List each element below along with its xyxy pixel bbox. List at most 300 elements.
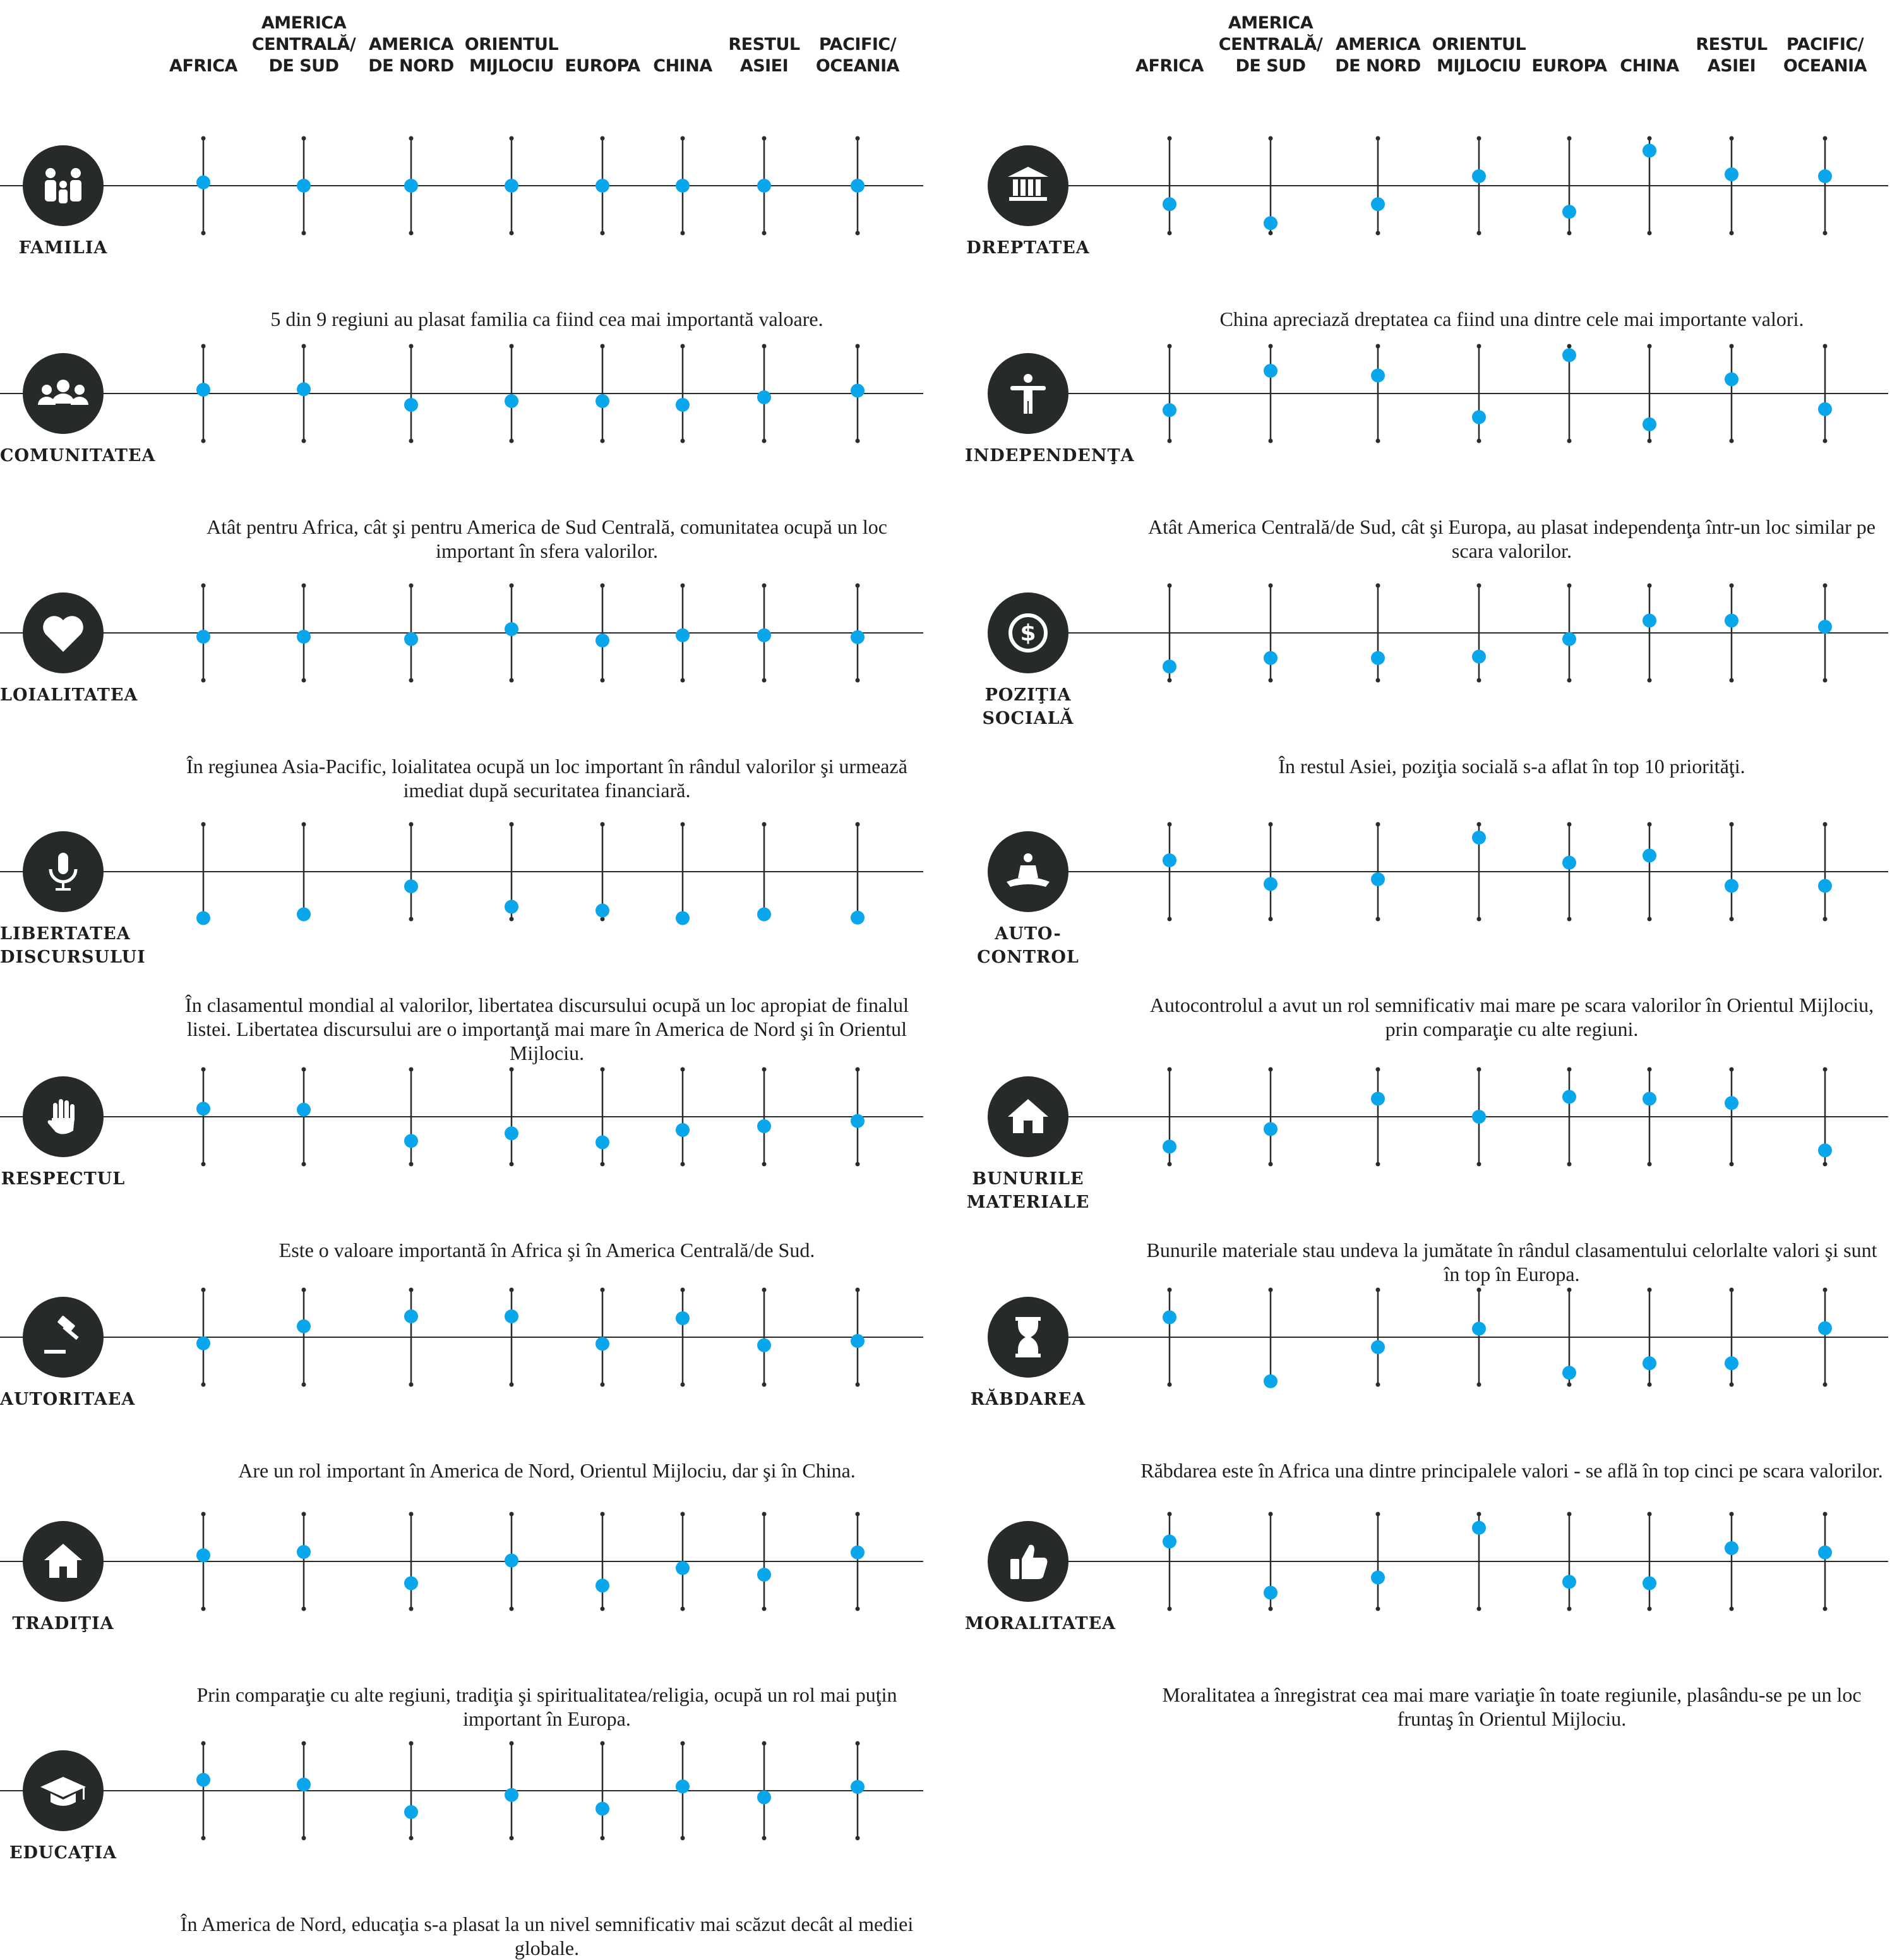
value-dot: [851, 1546, 865, 1560]
value-dot: [757, 179, 771, 193]
region-header-line: MIJLOCIU: [469, 56, 554, 76]
value-dot: [1163, 403, 1176, 417]
scale-end-tick: [1376, 1288, 1380, 1292]
scale-end-tick: [856, 1607, 860, 1611]
scale-end-tick: [302, 1288, 306, 1292]
scale-end-tick: [601, 822, 605, 827]
value-dot: [1643, 1577, 1656, 1590]
value-dot: [297, 179, 311, 193]
scale-end-tick: [1567, 439, 1572, 443]
value-caption: În restul Asiei, poziţia socială s-a aflat în top 10 priorităţi.: [1278, 755, 1745, 778]
region-header-line: ASIEI: [739, 56, 789, 76]
scale-end-tick: [1823, 231, 1828, 236]
value-label: [965, 1388, 1091, 1411]
value-caption: Are un rol important în America de Nord, Orientul Mijlociu, dar şi în China.: [238, 1459, 856, 1482]
value-dot: [1725, 373, 1738, 387]
value-dot: [1371, 369, 1385, 383]
value-caption: Atât America Centrală/de Sud, cât şi Europa, au plasat independenţa într-un loc similar pe scara valorilor.: [1148, 515, 1876, 562]
region-header: [1217, 13, 1324, 77]
scale-end-tick: [681, 1836, 685, 1841]
scale-end-tick: [762, 1383, 767, 1387]
scale-end-tick: [302, 136, 306, 141]
region-header: [357, 34, 465, 77]
scale-end-tick: [856, 231, 860, 236]
value-label: [0, 1612, 126, 1635]
value-dot: [676, 628, 690, 642]
scale-end-tick: [1168, 1383, 1172, 1387]
value-label-line: AUTORITAEA: [0, 1390, 136, 1409]
value-dot: [1163, 1311, 1176, 1325]
value-dot: [1725, 614, 1738, 628]
scale-end-tick: [1269, 1607, 1273, 1611]
region-header-line: AMERICA: [1335, 35, 1421, 54]
value-dot: [505, 1554, 518, 1568]
value-dot: [1264, 216, 1278, 230]
region-header-line: CHINA: [1620, 56, 1679, 76]
value-caption: Bunurile materiale stau undeva la jumătate în rândul clasamentului celorlalte valori şi sunt în top în Europa.: [1146, 1239, 1877, 1285]
value-dot: [505, 1126, 518, 1140]
value-dot: [595, 904, 609, 918]
value-label: [0, 1841, 126, 1865]
scale-end-tick: [601, 1067, 605, 1072]
scale-end-tick: [601, 136, 605, 141]
value-dot: [1725, 1356, 1738, 1370]
scale-end-tick: [1823, 1288, 1828, 1292]
svg-text:$: $: [1020, 620, 1036, 646]
scale-end-tick: [409, 1288, 414, 1292]
value-caption: China apreciază dreptatea ca fiind una dintre cele mai importante valori.: [1219, 308, 1804, 330]
scale-end-tick: [409, 1836, 414, 1841]
scale-end-tick: [1730, 1383, 1734, 1387]
value-dot: [595, 1337, 609, 1351]
scale-end-tick: [856, 1512, 860, 1517]
scale-end-tick: [1648, 1067, 1652, 1072]
scale-end-tick: [1168, 1607, 1172, 1611]
region-header-line: PACIFIC/: [1786, 35, 1864, 54]
scale-end-tick: [856, 678, 860, 683]
scale-end-tick: [1376, 1512, 1380, 1517]
value-dot: [1562, 632, 1576, 646]
scale-end-tick: [601, 344, 605, 349]
scale-end-tick: [1376, 1067, 1380, 1072]
scale-end-tick: [601, 1383, 605, 1387]
value-dot: [1562, 205, 1576, 219]
value-label-line: BUNURILE: [972, 1169, 1084, 1189]
value-dot: [1264, 1374, 1278, 1388]
value-caption: Răbdarea este în Africa una dintre principalele valori - se află în top cinci pe scara valorilor.: [1140, 1459, 1883, 1482]
value-dot: [505, 179, 518, 193]
scale-end-tick: [409, 678, 414, 683]
value-dot: [297, 382, 311, 396]
value-row: [988, 1288, 1888, 1388]
value-label-line: INDEPENDENŢA: [965, 446, 1135, 466]
value-dot: [1643, 1356, 1656, 1370]
value-dot: [757, 628, 771, 642]
value-dot: [297, 1103, 311, 1117]
region-header-line: RESTUL: [1696, 35, 1768, 54]
value-dot: [757, 908, 771, 922]
scale-end-tick: [1648, 1607, 1652, 1611]
value-caption: Autocontrolul a avut un rol semnificativ mai mare pe scara valorilor în Orientul Mijlociu, prin comparaţie cu alte regiuni.: [1149, 994, 1874, 1040]
value-dot: [1643, 1092, 1656, 1106]
value-row: [0, 822, 923, 925]
value-label: [965, 1612, 1116, 1635]
value-dot: [1472, 650, 1486, 664]
value-label-line: LIBERTATEA: [0, 924, 131, 944]
scale-end-tick: [1823, 1512, 1828, 1517]
scale-end-tick: [1730, 917, 1734, 922]
value-dot: [676, 1561, 690, 1575]
region-header: [1324, 34, 1432, 77]
value-dot: [1264, 364, 1278, 378]
scale-end-tick: [1477, 1383, 1481, 1387]
scale-end-tick: [856, 1383, 860, 1387]
scale-end-tick: [1648, 917, 1652, 922]
scale-end-tick: [1376, 231, 1380, 236]
scale-end-tick: [201, 1607, 206, 1611]
region-header-line: CHINA: [653, 56, 712, 76]
value-dot: [1163, 1139, 1176, 1153]
value-dot: [851, 630, 865, 644]
value-dot: [297, 630, 311, 644]
value-dot: [505, 1788, 518, 1802]
value-caption: Moralitatea a înregistrat cea mai mare variaţie în toate regiunile, plasându-se pe un loc fruntaş în Orientul Mijlociu.: [1162, 1683, 1862, 1730]
scale-end-tick: [681, 1067, 685, 1072]
value-dot: [404, 1805, 418, 1819]
region-header-line: AFRICA: [169, 56, 237, 76]
scale-end-tick: [1730, 1512, 1734, 1517]
region-header: [804, 34, 911, 77]
scale-end-tick: [762, 1162, 767, 1167]
value-row: [0, 1741, 923, 1841]
value-dot: [196, 176, 210, 189]
scale-end-tick: [201, 344, 206, 349]
scale-end-tick: [681, 344, 685, 349]
region-header-line: PACIFIC/: [818, 35, 897, 54]
scale-end-tick: [1648, 136, 1652, 141]
scale-end-tick: [1567, 678, 1572, 683]
value-dot: [196, 1337, 210, 1350]
scale-end-tick: [1477, 584, 1481, 588]
value-caption: În America de Nord, educaţia s-a plasat la un nivel semnificativ mai scăzut decât al mediei globale.: [180, 1913, 914, 1959]
region-header: [250, 13, 357, 77]
value-row: [988, 344, 1888, 443]
region-header-line: ORIENTUL: [464, 35, 559, 54]
value-dot: [505, 900, 518, 914]
person-icon: [988, 353, 1068, 434]
graduation-cap-icon: [23, 1750, 104, 1831]
region-header-line: DE SUD: [268, 56, 339, 76]
scale-end-tick: [1730, 1067, 1734, 1072]
scale-end-tick: [1823, 344, 1828, 349]
scale-end-tick: [1567, 917, 1572, 922]
value-dot: [196, 630, 210, 644]
value-dot: [1725, 1096, 1738, 1110]
scale-end-tick: [510, 584, 514, 588]
value-label-line: POZIŢIA: [984, 685, 1072, 705]
value-label: [0, 683, 138, 707]
money-icon: [988, 592, 1068, 673]
value-dot: [1562, 1366, 1576, 1380]
value-dot: [757, 1119, 771, 1133]
value-dot: [1562, 348, 1576, 362]
region-header-line: EUROPA: [1531, 56, 1607, 76]
scale-end-tick: [1823, 1067, 1828, 1072]
value-dot: [1371, 1340, 1385, 1354]
scale-end-tick: [510, 822, 514, 827]
scale-end-tick: [1168, 1162, 1172, 1167]
value-dot: [1371, 651, 1385, 665]
scale-end-tick: [856, 1162, 860, 1167]
scale-end-tick: [1567, 231, 1572, 236]
value-dot: [676, 1123, 690, 1137]
value-dot: [595, 634, 609, 647]
scale-end-tick: [1168, 1067, 1172, 1072]
value-label-line: LOIALITATEA: [0, 685, 138, 705]
value-label-line: DISCURSULUI: [0, 947, 146, 967]
scale-end-tick: [1477, 1607, 1481, 1611]
value-row: [0, 344, 923, 443]
value-label: [965, 444, 1135, 467]
value-row: [0, 1512, 923, 1611]
scale-end-tick: [1823, 822, 1828, 827]
scale-end-tick: [409, 1162, 414, 1167]
scale-end-tick: [1567, 1512, 1572, 1517]
scale-end-tick: [409, 1512, 414, 1517]
scale-end-tick: [1567, 1607, 1572, 1611]
scale-end-tick: [1730, 136, 1734, 141]
scale-end-tick: [1376, 439, 1380, 443]
scale-end-tick: [681, 1512, 685, 1517]
value-label-line: MATERIALE: [966, 1193, 1090, 1212]
scale-end-tick: [1648, 1512, 1652, 1517]
scale-end-tick: [510, 231, 514, 236]
scale-end-tick: [1168, 678, 1172, 683]
scale-end-tick: [1168, 136, 1172, 141]
scale-end-tick: [302, 822, 306, 827]
scale-end-tick: [856, 822, 860, 827]
scale-end-tick: [302, 678, 306, 683]
region-header: [710, 34, 818, 77]
value-dot: [676, 911, 690, 925]
region-header: [1678, 34, 1785, 77]
scale-end-tick: [302, 1836, 306, 1841]
scale-end-tick: [762, 1836, 767, 1841]
scale-end-tick: [762, 231, 767, 236]
value-dot: [1562, 1090, 1576, 1104]
scale-end-tick: [601, 1741, 605, 1746]
value-dot: [757, 1791, 771, 1805]
value-dot: [1264, 1122, 1278, 1136]
value-label-line: COMUNITATEA: [0, 446, 156, 466]
scale-end-tick: [1823, 136, 1828, 141]
value-dot: [1818, 1546, 1832, 1560]
value-dot: [1472, 169, 1486, 183]
scale-end-tick: [1730, 231, 1734, 236]
scale-end-tick: [1477, 678, 1481, 683]
scale-end-tick: [601, 917, 605, 922]
value-dot: [595, 179, 609, 193]
value-dot: [196, 1773, 210, 1787]
scale-end-tick: [1823, 1162, 1828, 1167]
scale-end-tick: [409, 439, 414, 443]
meditation-icon: [988, 831, 1068, 912]
family-icon: [23, 145, 104, 226]
value-dot: [1371, 1092, 1385, 1106]
courthouse-icon: [988, 145, 1068, 226]
region-header-line: MIJLOCIU: [1437, 56, 1521, 76]
scale-end-tick: [1477, 822, 1481, 827]
scale-end-tick: [201, 1288, 206, 1292]
value-dot: [505, 622, 518, 636]
scale-end-tick: [856, 439, 860, 443]
value-caption: În regiunea Asia-Pacific, loialitatea ocupă un loc important în rândul valorilor şi urmează imediat după securitatea financiară.: [186, 755, 907, 802]
scale-end-tick: [762, 439, 767, 443]
scale-end-tick: [856, 1288, 860, 1292]
scale-end-tick: [1168, 439, 1172, 443]
value-dot: [196, 911, 210, 925]
value-dot: [404, 398, 418, 412]
gavel-icon: [23, 1297, 104, 1378]
scale-end-tick: [1823, 584, 1828, 588]
scale-end-tick: [762, 1607, 767, 1611]
scale-end-tick: [510, 917, 514, 922]
scale-end-tick: [409, 1383, 414, 1387]
value-dot: [1725, 879, 1738, 893]
value-dot: [851, 1780, 865, 1794]
scale-end-tick: [856, 1067, 860, 1072]
value-dot: [196, 1102, 210, 1115]
scale-end-tick: [1477, 439, 1481, 443]
value-dot: [851, 911, 865, 925]
scale-end-tick: [601, 1512, 605, 1517]
value-label-line: SOCIALĂ: [982, 709, 1074, 728]
region-header-line: DE NORD: [368, 56, 454, 76]
value-dot: [1472, 1322, 1486, 1336]
value-dot: [1643, 614, 1656, 628]
region-header-line: EUROPA: [565, 56, 640, 76]
scale-end-tick: [201, 1162, 206, 1167]
scale-end-tick: [510, 1836, 514, 1841]
region-header-line: AMERICA: [1228, 13, 1314, 33]
scale-end-tick: [201, 1383, 206, 1387]
value-dot: [757, 1568, 771, 1582]
scale-end-tick: [1269, 1067, 1273, 1072]
value-dot: [196, 1548, 210, 1562]
scale-end-tick: [1376, 136, 1380, 141]
region-header-line: DE NORD: [1335, 56, 1421, 76]
value-row: [0, 584, 923, 683]
scale-end-tick: [201, 136, 206, 141]
value-row: [988, 584, 1888, 683]
scale-end-tick: [1168, 1288, 1172, 1292]
scale-end-tick: [681, 1383, 685, 1387]
region-header: [1116, 56, 1223, 77]
value-label: [965, 922, 1091, 969]
region-header-line: OCEANIA: [1783, 56, 1867, 76]
scale-end-tick: [1477, 917, 1481, 922]
scale-end-tick: [856, 1741, 860, 1746]
value-label-line: MORALITATEA: [965, 1614, 1116, 1633]
value-dot: [297, 908, 311, 922]
value-label: [0, 922, 146, 969]
scale-end-tick: [1823, 1607, 1828, 1611]
value-dot: [404, 632, 418, 646]
scale-end-tick: [681, 822, 685, 827]
scale-end-tick: [1648, 584, 1652, 588]
scale-end-tick: [1269, 678, 1273, 683]
scale-end-tick: [1567, 1288, 1572, 1292]
value-dot: [297, 1777, 311, 1791]
value-label: [965, 683, 1091, 730]
value-dot: [297, 1320, 311, 1333]
scale-end-tick: [762, 344, 767, 349]
scale-end-tick: [1567, 1067, 1572, 1072]
scale-end-tick: [1168, 344, 1172, 349]
value-dot: [404, 1134, 418, 1148]
scale-end-tick: [1648, 822, 1652, 827]
scale-end-tick: [856, 344, 860, 349]
scale-end-tick: [1269, 231, 1273, 236]
scale-end-tick: [1648, 439, 1652, 443]
value-caption: Este o valoare importantă în Africa şi în America Centrală/de Sud.: [278, 1239, 815, 1261]
scale-end-tick: [1376, 678, 1380, 683]
value-dot: [1472, 1110, 1486, 1124]
scale-end-tick: [409, 231, 414, 236]
value-dot: [1163, 659, 1176, 673]
region-header-line: CENTRALĂ/: [251, 35, 356, 54]
scale-end-tick: [1269, 1288, 1273, 1292]
hourglass-icon: [988, 1297, 1068, 1378]
value-dot: [1643, 144, 1656, 158]
scale-end-tick: [681, 678, 685, 683]
region-header-line: AMERICA: [261, 13, 347, 33]
region-header-line: RESTUL: [728, 35, 800, 54]
scale-end-tick: [302, 1512, 306, 1517]
value-dot: [595, 394, 609, 408]
scale-end-tick: [201, 584, 206, 588]
scale-end-tick: [510, 1607, 514, 1611]
scale-end-tick: [1648, 1162, 1652, 1167]
scale-end-tick: [201, 439, 206, 443]
scale-end-tick: [1730, 678, 1734, 683]
scale-end-tick: [1567, 1162, 1572, 1167]
scale-end-tick: [1730, 822, 1734, 827]
value-dot: [757, 390, 771, 404]
value-dot: [1818, 1143, 1832, 1157]
scale-end-tick: [1168, 917, 1172, 922]
scale-end-tick: [1269, 822, 1273, 827]
scale-end-tick: [856, 136, 860, 141]
scale-end-tick: [1730, 344, 1734, 349]
scale-end-tick: [302, 584, 306, 588]
scale-end-tick: [1477, 1162, 1481, 1167]
scale-end-tick: [1477, 344, 1481, 349]
scale-end-tick: [510, 136, 514, 141]
scale-end-tick: [201, 822, 206, 827]
value-dot: [1818, 402, 1832, 416]
scale-end-tick: [762, 678, 767, 683]
value-dot: [757, 1338, 771, 1352]
scale-end-tick: [1823, 1383, 1828, 1387]
value-dot: [851, 1114, 865, 1128]
scale-end-tick: [302, 344, 306, 349]
value-dot: [1264, 1586, 1278, 1600]
value-caption: Atât pentru Africa, cât şi pentru America de Sud Centrală, comunitatea ocupă un loc important în sfera valorilor.: [206, 515, 887, 562]
value-label-line: RĂBDAREA: [970, 1390, 1086, 1409]
scale-end-tick: [762, 1288, 767, 1292]
scale-end-tick: [510, 1741, 514, 1746]
